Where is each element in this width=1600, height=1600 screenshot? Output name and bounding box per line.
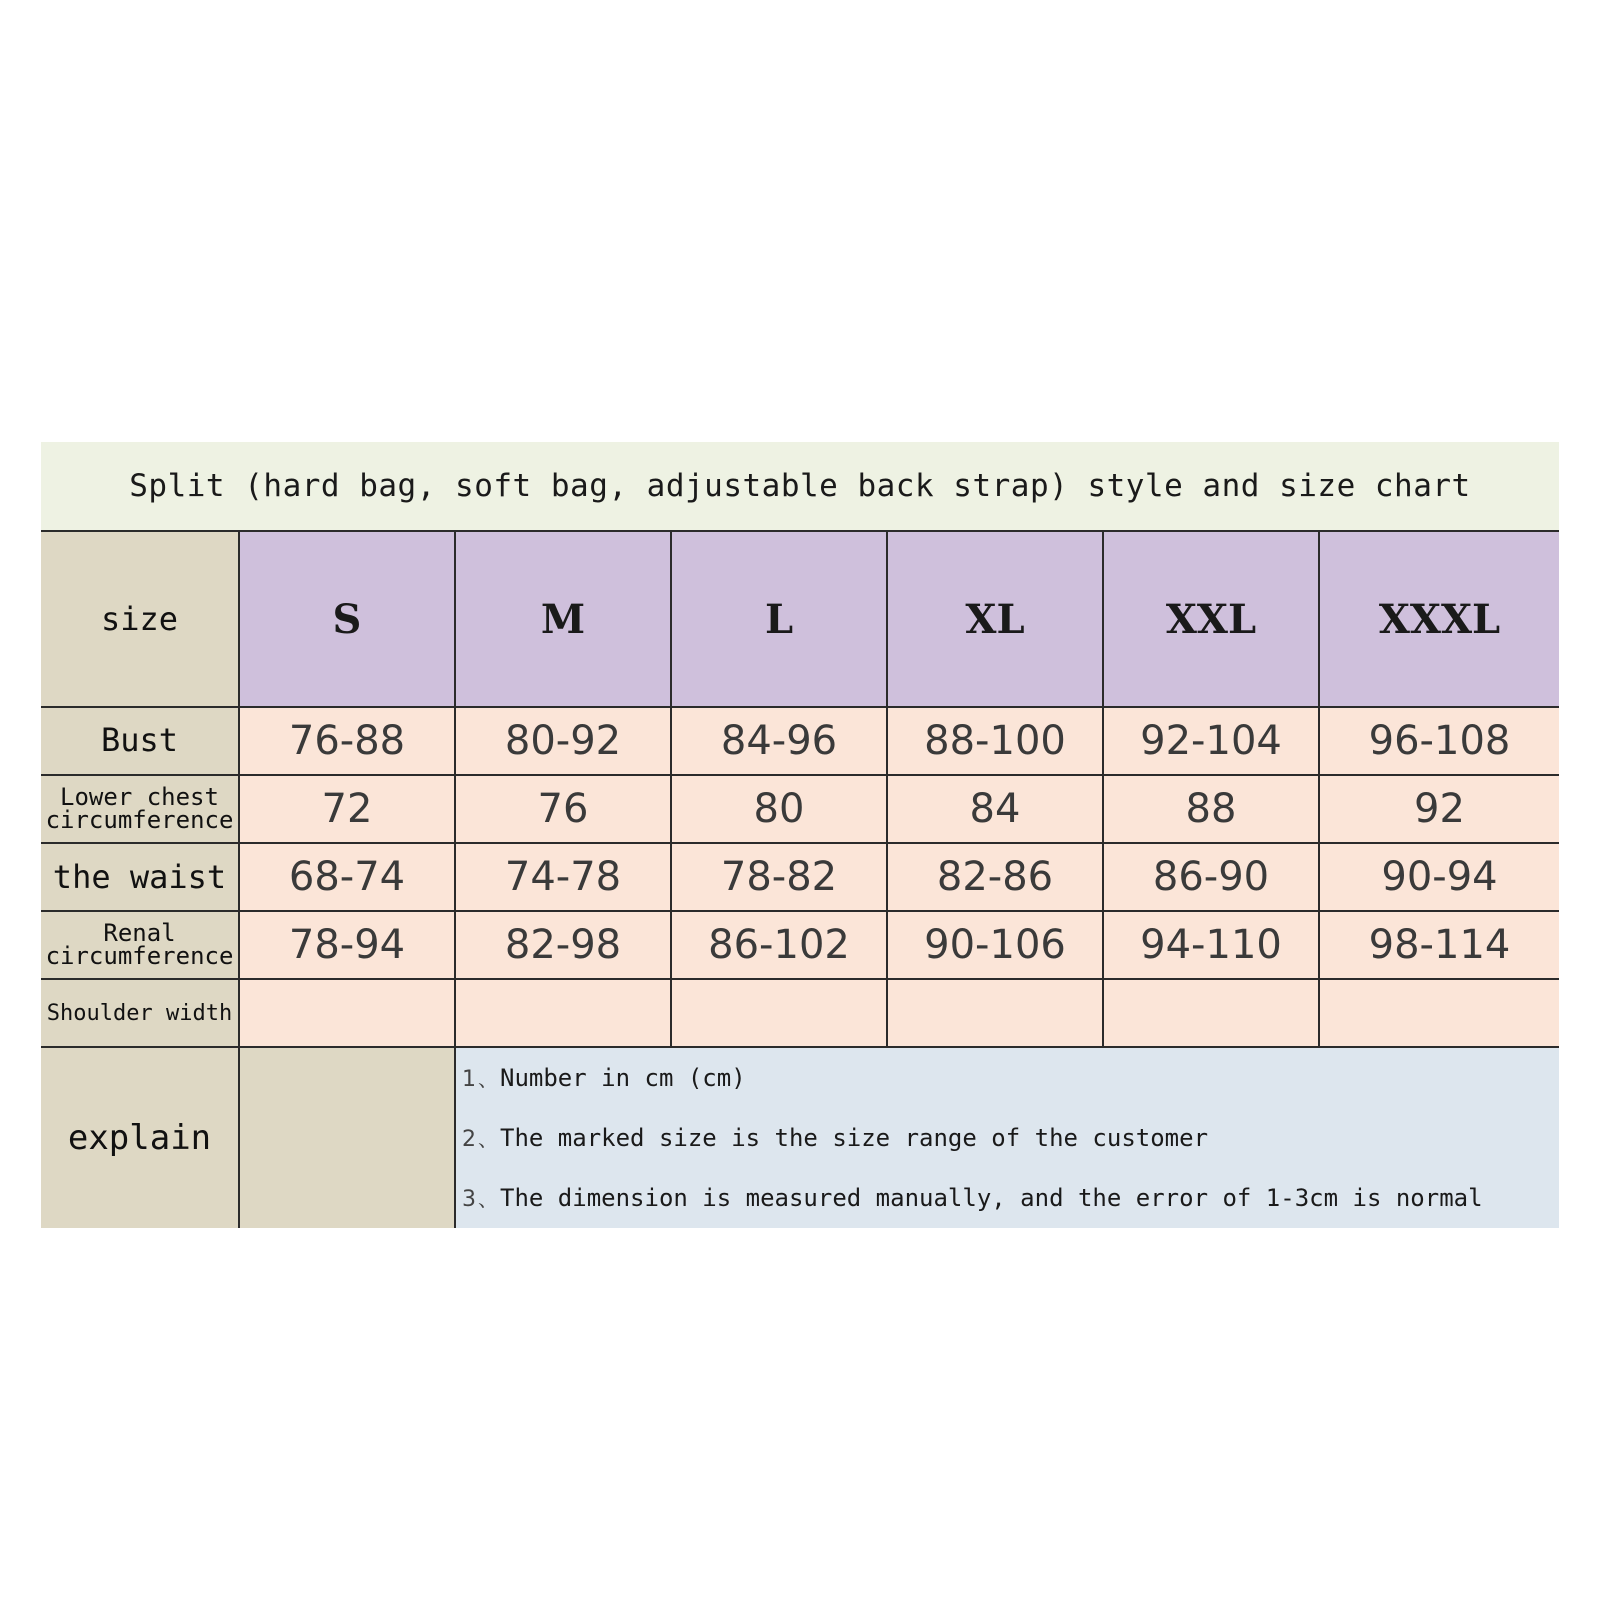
table-cell: 82-98 (455, 911, 671, 979)
table-cell: 68-74 (239, 843, 455, 911)
table-row-renal (41, 911, 1559, 979)
note-text: The dimension is measured manually, and the error of 1-3cm is normal (500, 1184, 1483, 1212)
header-row (41, 531, 1559, 707)
chart-title: Split (hard bag, soft bag, adjustable back strap) style and size chart (41, 442, 1559, 530)
table-cell: 84 (887, 775, 1103, 843)
table-cell (1319, 979, 1559, 1047)
table-row-waist (41, 843, 1559, 911)
table-cell: 92 (1319, 775, 1559, 843)
note-text: Number in cm (cm) (500, 1064, 746, 1092)
table-cell (455, 979, 671, 1047)
row-label-lower-chest (41, 775, 239, 843)
table-row-lower-chest (41, 775, 1559, 843)
note-item (456, 1108, 1559, 1168)
note-separator: 、 (478, 1127, 498, 1151)
table-cell: 78-82 (671, 843, 887, 911)
table-cell: 92-104 (1103, 707, 1319, 775)
table-cell: 76-88 (239, 707, 455, 775)
table-cell (239, 979, 455, 1047)
size-chart (41, 442, 1559, 1230)
table-cell (671, 979, 887, 1047)
size-table (41, 530, 1559, 1228)
row-label-line: Renal (103, 919, 176, 948)
note-separator: 、 (478, 1187, 498, 1211)
table-row-shoulder (41, 979, 1559, 1047)
table-cell (887, 979, 1103, 1047)
note-item (456, 1168, 1559, 1228)
table-cell: 88 (1103, 775, 1319, 843)
size-label: size (41, 531, 239, 707)
row-label-bust: Bust (41, 707, 239, 775)
table-cell: 76 (455, 775, 671, 843)
table-cell: 86-90 (1103, 843, 1319, 911)
table-cell: 84-96 (671, 707, 887, 775)
table-cell: 96-108 (1319, 707, 1559, 775)
note-separator: 、 (478, 1067, 498, 1091)
explain-row (41, 1047, 1559, 1228)
note-number: 1 (462, 1067, 476, 1092)
size-header-m: M (455, 531, 671, 707)
note-text: The marked size is the size range of the customer (500, 1124, 1209, 1152)
row-label-line: Lower chest (60, 783, 219, 812)
table-cell: 94-110 (1103, 911, 1319, 979)
row-label-line: circumference (45, 942, 234, 970)
size-header-l: L (671, 531, 887, 707)
table-row-bust (41, 707, 1559, 775)
size-header-s: S (239, 531, 455, 707)
table-cell: 82-86 (887, 843, 1103, 911)
table-cell: 90-106 (887, 911, 1103, 979)
table-cell (1103, 979, 1319, 1047)
note-item (456, 1048, 1559, 1108)
table-cell: 88-100 (887, 707, 1103, 775)
table-cell: 72 (239, 775, 455, 843)
table-cell: 90-94 (1319, 843, 1559, 911)
explain-label: explain (41, 1047, 239, 1228)
table-cell: 74-78 (455, 843, 671, 911)
row-label-waist: the waist (41, 843, 239, 911)
row-label-renal (41, 911, 239, 979)
row-label-line: circumference (45, 806, 234, 834)
note-number: 3 (462, 1187, 476, 1212)
table-cell: 86-102 (671, 911, 887, 979)
size-header-xxxl: XXXL (1319, 531, 1559, 707)
table-cell: 78-94 (239, 911, 455, 979)
size-header-xxl: XXL (1103, 531, 1319, 707)
size-header-xl: XL (887, 531, 1103, 707)
table-cell: 80-92 (455, 707, 671, 775)
explain-blank-cell (239, 1047, 455, 1228)
table-cell: 80 (671, 775, 887, 843)
explain-notes (455, 1047, 1559, 1228)
row-label-shoulder: Shoulder width (41, 979, 239, 1047)
table-cell: 98-114 (1319, 911, 1559, 979)
note-number: 2 (462, 1127, 476, 1152)
